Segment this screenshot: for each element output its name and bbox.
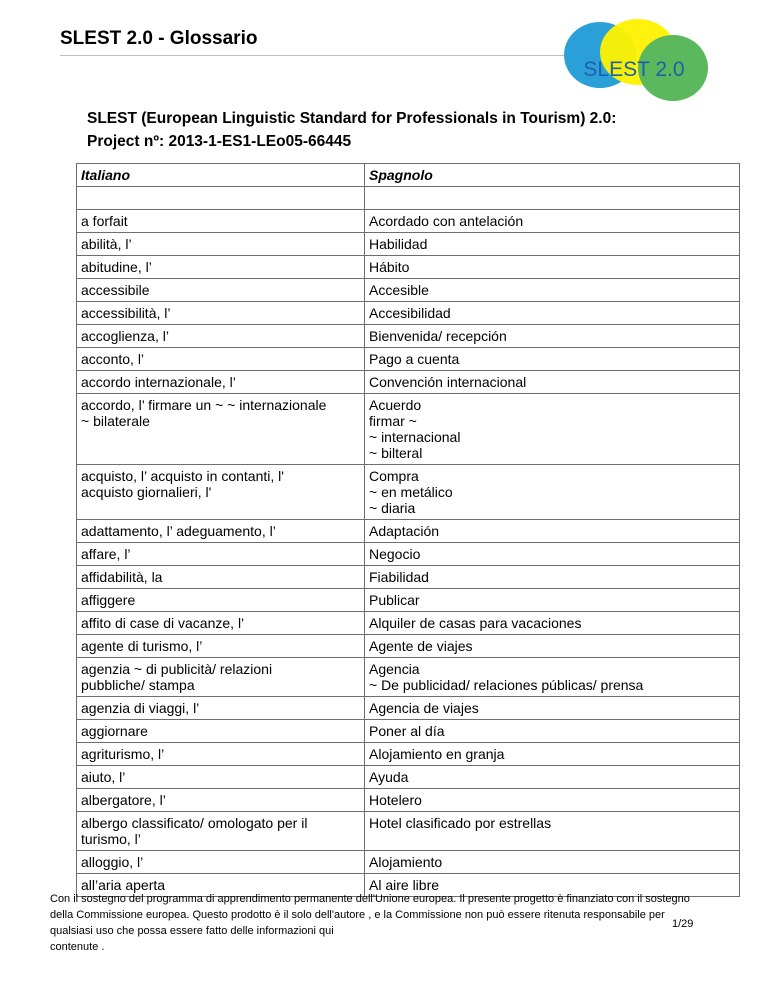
term-line: ~ internacional — [369, 429, 461, 445]
term-line: Fiabilidad — [369, 569, 429, 585]
term-line: Alojamiento en granja — [369, 746, 505, 762]
term-line: acquisto giornalieri, l' — [81, 484, 212, 500]
italian-term-cell — [77, 789, 365, 812]
spanish-term-cell — [365, 851, 740, 874]
term-line: affidabilità, la — [81, 569, 163, 585]
logo-text: SLEST 2.0 — [583, 58, 685, 81]
term-line: Ayuda — [369, 769, 409, 785]
table-row — [77, 348, 740, 371]
term-line: aggiornare — [81, 723, 148, 739]
term-line: accoglienza, l’ — [81, 328, 169, 344]
table-row — [77, 697, 740, 720]
term-line: agenzia di viaggi, l’ — [81, 700, 200, 716]
spanish-term-cell — [365, 187, 740, 210]
term-line: alloggio, l’ — [81, 854, 144, 870]
term-line: Poner al día — [369, 723, 445, 739]
spanish-term-cell — [365, 371, 740, 394]
italian-term-cell — [77, 658, 365, 697]
italian-term-cell — [77, 465, 365, 520]
spanish-term-cell — [365, 465, 740, 520]
italian-term-cell — [77, 233, 365, 256]
slest-logo — [560, 10, 710, 105]
table-header-row — [77, 164, 740, 187]
term-line: Agente de viajes — [369, 638, 473, 654]
term-line: adattamento, l’ adeguamento, l’ — [81, 523, 276, 539]
term-line: a forfait — [81, 213, 128, 229]
term-line: Convención internacional — [369, 374, 527, 390]
spanish-term-cell — [365, 697, 740, 720]
table-row — [77, 635, 740, 658]
term-line: Habilidad — [369, 236, 428, 252]
term-line: ~ diaria — [369, 500, 416, 516]
term-line: Pago a cuenta — [369, 351, 460, 367]
table-row — [77, 210, 740, 233]
spanish-term-cell — [365, 589, 740, 612]
term-line: Hotelero — [369, 792, 422, 808]
term-line: Negocio — [369, 546, 421, 562]
term-line: abitudine, l’ — [81, 259, 152, 275]
table-row — [77, 279, 740, 302]
glossary-table — [76, 163, 740, 897]
term-line: albergatore, l’ — [81, 792, 166, 808]
table-row — [77, 812, 740, 851]
term-line: agente di turismo, l’ — [81, 638, 203, 654]
table-row — [77, 658, 740, 697]
term-line: accessibilità, l’ — [81, 305, 171, 321]
italian-term-cell — [77, 812, 365, 851]
italian-term-cell — [77, 348, 365, 371]
italian-term-cell — [77, 187, 365, 210]
italian-term-cell — [77, 720, 365, 743]
term-line: ~ en metálico — [369, 484, 453, 500]
term-line: Compra — [369, 468, 419, 484]
spanish-term-cell — [365, 233, 740, 256]
page-number: 1/29 — [672, 918, 694, 930]
table-row — [77, 325, 740, 348]
italian-term-cell — [77, 394, 365, 465]
spanish-term-cell — [365, 394, 740, 465]
spanish-term-cell — [365, 612, 740, 635]
document-title-line-1: SLEST (European Linguistic Standard for Professionals in Tourism) 2.0: — [87, 110, 617, 127]
term-line: Alojamiento — [369, 854, 443, 870]
table-row — [77, 543, 740, 566]
table-row — [77, 302, 740, 325]
footer-line-3: qualsiasi uso che possa essere fatto delle informazioni qui — [50, 925, 334, 937]
italian-term-cell — [77, 210, 365, 233]
term-line: ~ De publicidad/ relaciones públicas/ prensa — [369, 677, 644, 693]
header-rule — [60, 55, 570, 56]
term-line: agriturismo, l’ — [81, 746, 165, 762]
term-line: turismo, l’ — [81, 831, 141, 847]
italian-term-cell — [77, 520, 365, 543]
spanish-term-cell — [365, 566, 740, 589]
term-line: Accesible — [369, 282, 429, 298]
italian-term-cell — [77, 256, 365, 279]
spanish-term-cell — [365, 720, 740, 743]
term-line: Hotel clasificado por estrellas — [369, 815, 552, 831]
term-line: acquisto, l’ acquisto in contanti, l' — [81, 468, 284, 484]
spanish-term-cell — [365, 812, 740, 851]
italian-term-cell — [77, 851, 365, 874]
italian-term-cell — [77, 589, 365, 612]
term-line: accordo, l’ firmare un ~ ~ internazionale — [81, 397, 327, 413]
table-row — [77, 766, 740, 789]
term-line: Accesibilidad — [369, 305, 451, 321]
spanish-term-cell — [365, 789, 740, 812]
spanish-term-cell — [365, 325, 740, 348]
term-line: accordo internazionale, l’ — [81, 374, 236, 390]
term-line: Al aire libre — [369, 877, 440, 893]
italian-term-cell — [77, 325, 365, 348]
spanish-term-cell — [365, 302, 740, 325]
table-row — [77, 233, 740, 256]
term-line: pubbliche/ stampa — [81, 677, 195, 693]
footer-line-1: Con il sostegno del programma di apprendimento permanente dell'Unione europea. Il presente progetto è finanziato con il sostegno — [50, 893, 690, 905]
table-row — [77, 371, 740, 394]
table-row — [77, 789, 740, 812]
italian-term-cell — [77, 543, 365, 566]
spanish-term-cell — [365, 743, 740, 766]
italian-term-cell — [77, 279, 365, 302]
term-line: Publicar — [369, 592, 420, 608]
italian-term-cell — [77, 566, 365, 589]
table-row — [77, 465, 740, 520]
spanish-term-cell — [365, 256, 740, 279]
italian-term-cell — [77, 612, 365, 635]
spanish-term-cell — [365, 279, 740, 302]
term-line: Agencia — [369, 661, 420, 677]
term-line: acconto, l’ — [81, 351, 145, 367]
term-line: Alquiler de casas para vacaciones — [369, 615, 582, 631]
table-row — [77, 187, 740, 210]
footer-disclaimer — [50, 891, 690, 955]
spanish-term-cell — [365, 543, 740, 566]
term-line: Agencia de viajes — [369, 700, 479, 716]
term-line: all’aria aperta — [81, 877, 166, 893]
term-line: Adaptación — [369, 523, 440, 539]
table-row — [77, 520, 740, 543]
document-title-line-2: Project nº: 2013-1-ES1-LEo05-66445 — [87, 133, 352, 150]
spanish-term-cell — [365, 348, 740, 371]
spanish-term-cell — [365, 658, 740, 697]
table-row — [77, 743, 740, 766]
table-row — [77, 566, 740, 589]
italian-term-cell — [77, 635, 365, 658]
page-header-title: SLEST 2.0 - Glossario — [60, 28, 258, 49]
table-row — [77, 851, 740, 874]
term-line: Acuerdo — [369, 397, 422, 413]
spanish-term-cell — [365, 210, 740, 233]
spanish-term-cell — [365, 520, 740, 543]
footer-line-2: della Commissione europea. Questo prodotto è il solo dell'autore , e la Commissione non può essere ritenuta responsabile per — [50, 909, 665, 921]
term-line: agenzia ~ di publicità/ relazioni — [81, 661, 273, 677]
term-line: affiggere — [81, 592, 136, 608]
spanish-term-cell — [365, 635, 740, 658]
term-line: aiuto, l’ — [81, 769, 126, 785]
italian-term-cell — [77, 302, 365, 325]
term-line: affito di case di vacanze, l’ — [81, 615, 245, 631]
table-row — [77, 589, 740, 612]
footer-line-4: contenute . — [50, 941, 105, 953]
table-row — [77, 720, 740, 743]
document-title — [87, 107, 747, 153]
term-line: Hábito — [369, 259, 410, 275]
spanish-term-cell — [365, 766, 740, 789]
italian-term-cell — [77, 697, 365, 720]
table-row — [77, 394, 740, 465]
term-line: abilità, l’ — [81, 236, 132, 252]
term-line: firmar ~ — [369, 413, 417, 429]
table-row — [77, 612, 740, 635]
term-line: Acordado con antelación — [369, 213, 524, 229]
term-line: Bienvenida/ recepción — [369, 328, 507, 344]
term-line: ~ bilteral — [369, 445, 423, 461]
italian-term-cell — [77, 743, 365, 766]
italian-term-cell — [77, 371, 365, 394]
table-row — [77, 256, 740, 279]
term-line: albergo classificato/ omologato per il — [81, 815, 308, 831]
term-line: ~ bilaterale — [81, 413, 150, 429]
column-header-spagnolo: Spagnolo — [365, 164, 740, 187]
term-line: affare, l’ — [81, 546, 131, 562]
italian-term-cell — [77, 766, 365, 789]
column-header-italiano: Italiano — [77, 164, 365, 187]
term-line: accessibile — [81, 282, 150, 298]
